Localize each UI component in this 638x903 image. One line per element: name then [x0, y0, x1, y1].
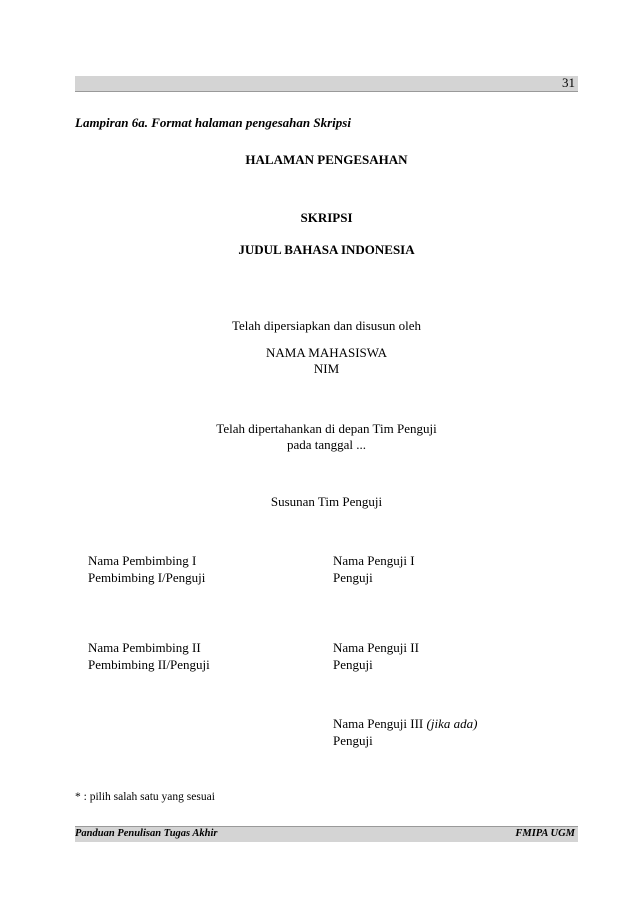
signatory-pembimbing-2 — [88, 639, 210, 673]
page-header-bar — [75, 76, 578, 92]
defense-date-line: pada tanggal ... — [286, 437, 367, 452]
signatory-name: Nama Pembimbing I — [88, 553, 197, 568]
signatory-name: Nama Penguji III — [333, 716, 424, 731]
student-nim: NIM — [313, 361, 340, 376]
signatory-penguji-2 — [333, 639, 419, 673]
footer-right-text: FMIPA UGM — [515, 828, 575, 839]
document-type: SKRIPSI — [300, 210, 353, 225]
page-title: HALAMAN PENGESAHAN — [245, 152, 408, 167]
optional-note: (jika ada) — [426, 716, 478, 731]
signatory-pembimbing-1 — [88, 552, 205, 586]
appendix-caption: Lampiran 6a. Format halaman pengesahan Skripsi — [75, 115, 351, 130]
committee-heading: Susunan Tim Penguji — [270, 494, 383, 509]
signatory-role: Penguji — [333, 733, 373, 748]
signatory-role: Pembimbing II/Penguji — [88, 657, 210, 672]
signatory-penguji-3 — [333, 715, 477, 749]
signatory-role: Penguji — [333, 657, 373, 672]
signatory-penguji-1 — [333, 552, 415, 586]
signatory-name: Nama Penguji II — [333, 640, 419, 655]
footnote: * : pilih salah satu yang sesuai — [75, 791, 215, 803]
signatory-name: Nama Pembimbing II — [88, 640, 201, 655]
signatory-role: Pembimbing I/Penguji — [88, 570, 206, 585]
student-name: NAMA MAHASISWA — [266, 345, 387, 360]
page-footer-bar — [75, 826, 578, 842]
signatory-name-line — [333, 715, 477, 732]
defended-line: Telah dipertahankan di depan Tim Penguji — [216, 421, 437, 436]
page-number: 31 — [562, 75, 575, 90]
thesis-title: JUDUL BAHASA INDONESIA — [238, 242, 415, 257]
footer-left-text: Panduan Penulisan Tugas Akhir — [75, 828, 218, 839]
signatory-role: Penguji — [333, 570, 373, 585]
signatory-name: Nama Penguji I — [333, 553, 415, 568]
prepared-by-line: Telah dipersiapkan dan disusun oleh — [232, 318, 421, 333]
